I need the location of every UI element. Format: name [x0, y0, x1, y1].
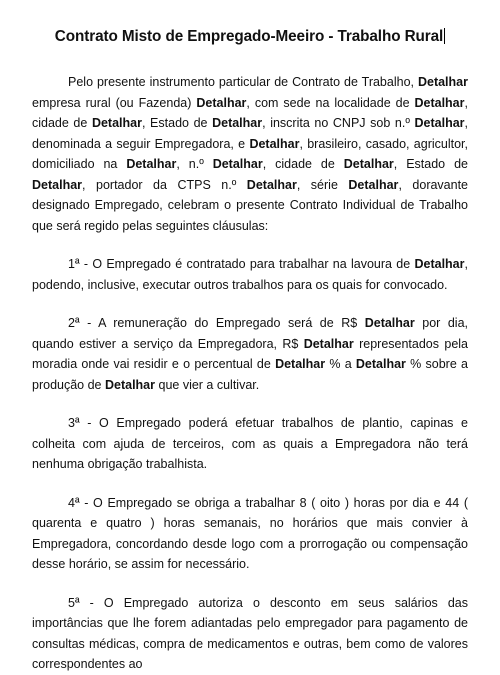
- placeholder-field: Detalhar: [246, 177, 297, 192]
- paragraph-text: , cidade de: [262, 157, 344, 171]
- placeholder-field: Detalhar: [303, 336, 354, 351]
- placeholder-field: Detalhar: [414, 95, 465, 110]
- placeholder-field: Detalhar: [212, 157, 263, 171]
- paragraph-text: , portador da CTPS n.º: [82, 177, 247, 192]
- paragraph-text: por dia, quando estiver a serviço da Empregadora, R$: [32, 316, 468, 351]
- document-body[interactable]: [32, 72, 468, 675]
- paragraph-text: 1ª - O Empregado é contratado para trabalhar na lavoura de: [68, 257, 415, 271]
- placeholder-field: Detalhar: [414, 257, 465, 271]
- placeholder-field: Detalhar: [249, 136, 300, 151]
- document-title-text: Contrato Misto de Empregado-Meeiro - Trabalho Rural: [54, 28, 444, 45]
- placeholder-field: Detalhar: [104, 377, 156, 392]
- placeholder-field: Detalhar: [348, 177, 399, 192]
- paragraph-text: , com sede na localidade de: [246, 95, 415, 110]
- placeholder-field: Detalhar: [414, 116, 465, 130]
- paragraph-text: que vier a cultivar.: [155, 377, 260, 392]
- placeholder-field: Detalhar: [91, 116, 142, 130]
- paragraph-text: , podendo, inclusive, executar outros trabalhos para os quais for convocado.: [32, 257, 468, 292]
- placeholder-field: Detalhar: [32, 177, 83, 192]
- placeholder-field: Detalhar: [126, 157, 177, 171]
- paragraph-text: representados pela moradia onde vai residir e o percentual de: [32, 336, 469, 371]
- paragraph-text: , inscrita no CNPJ sob n.º: [262, 116, 415, 130]
- paragraph-text: % sobre a produção de: [32, 357, 468, 392]
- placeholder-field: Detalhar: [364, 316, 415, 330]
- placeholder-field: Detalhar: [212, 116, 263, 130]
- paragraph-text: % a: [325, 357, 356, 371]
- placeholder-field: Detalhar: [196, 95, 247, 110]
- paragraph-text: , Estado de: [393, 157, 468, 171]
- document-title: [32, 28, 468, 46]
- paragraph-text: , denominada a seguir Empregadora, e: [32, 116, 469, 151]
- paragraph-text: , brasileiro, casado, agricultor, domiciliado na: [32, 136, 468, 171]
- paragraph-text: , cidade de: [32, 95, 468, 130]
- clause-paragraph: [32, 413, 468, 475]
- clause-paragraph: [32, 254, 468, 295]
- paragraph-text: , doravante designado Empregado, celebram o presente Contrato Individual de Trabalho que será regido pelas seguintes cláusulas:: [32, 177, 469, 233]
- placeholder-field: Detalhar: [343, 157, 394, 171]
- paragraph-text: 4ª - O Empregado se obriga a trabalhar 8 ( oito ) horas por dia e 44 ( quarenta e quatro ) horas semanais, no horários que mais convier à Empregadora, concordando desde logo com a prorrogação ou compensação desse horário, se assim for necessário.: [32, 495, 468, 571]
- clause-paragraph: [32, 493, 468, 575]
- paragraph-text: , Estado de: [141, 116, 213, 130]
- paragraph-text: 3ª - O Empregado poderá efetuar trabalhos de plantio, capinas e colheita com ajuda de terceiros, com as quais a Empregadora não terá nenhuma obrigação trabalhista.: [32, 416, 468, 471]
- paragraph-text: , n.º: [176, 157, 213, 171]
- paragraph-text: Pelo presente instrumento particular de Contrato de Trabalho,: [68, 75, 418, 89]
- placeholder-field: Detalhar: [355, 357, 406, 371]
- clause-paragraph: [32, 313, 468, 395]
- clause-paragraph: [32, 593, 468, 675]
- paragraph-text: 5ª - O Empregado autoriza o desconto em seus salários das importâncias que lhe forem adiantadas pelo empregador para pagamento de consultas médicas, compra de medicamentos e outras, bem como de valores correspondentes ao: [32, 595, 468, 671]
- placeholder-field: Detalhar: [275, 357, 326, 371]
- paragraph-text: empresa rural (ou Fazenda): [32, 95, 197, 110]
- text-cursor: [444, 28, 445, 44]
- placeholder-field: Detalhar: [417, 75, 468, 89]
- paragraph-text: , série: [296, 177, 349, 192]
- preamble-paragraph: [32, 72, 468, 236]
- paragraph-text: 2ª - A remuneração do Empregado será de R$: [68, 316, 365, 330]
